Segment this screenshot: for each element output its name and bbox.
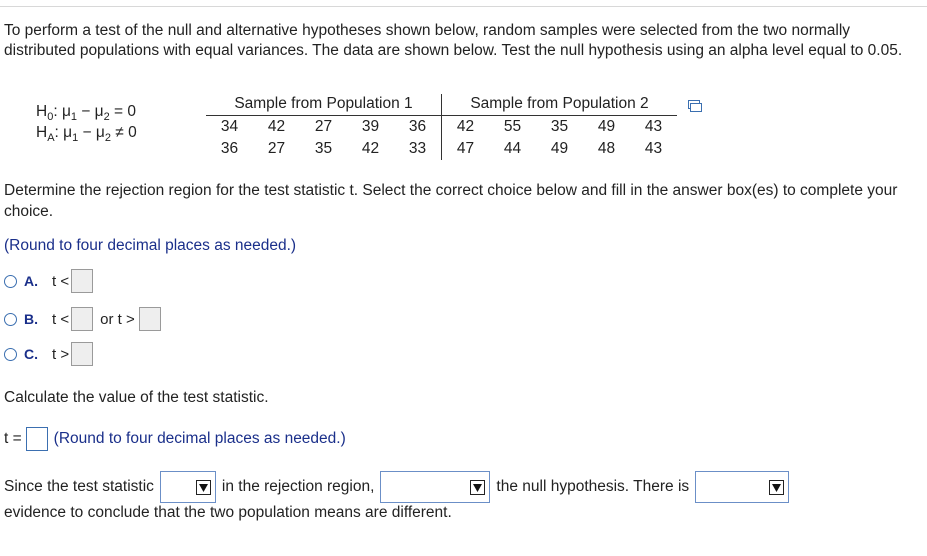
calculate-test-statistic-prompt: Calculate the value of the test statistic. (4, 389, 269, 406)
choice-b[interactable] (4, 306, 161, 332)
conclusion-text-3: the null hypothesis. There is (496, 478, 690, 495)
choice-a-answer-box[interactable] (71, 269, 93, 293)
table-cell: 49 (597, 118, 616, 135)
table-cell: 35 (550, 118, 569, 135)
null-hypothesis: $H_0$: $\mu_1 - \mu_2 = 0$ (36, 103, 137, 124)
choice-b-lower-box[interactable] (71, 307, 93, 331)
header-population-2: Sample from Population 2 (442, 94, 678, 116)
radio-c[interactable] (4, 348, 17, 361)
table-cell: 39 (361, 118, 380, 135)
choice-c[interactable] (4, 341, 93, 367)
problem-intro: To perform a test of the null and alternative hypotheses shown below, random samples were selected from the two normally distributed populations with equal variances. The data are shown below. Test the null hypothesis using an alpha level equal to 0.05. (4, 22, 903, 59)
dropdown-arrow-icon (470, 480, 485, 495)
table-cell: 36 (394, 116, 442, 139)
choice-b-label-2: or t > (100, 310, 135, 328)
table-cell: 55 (503, 118, 522, 135)
table-cell: 35 (314, 140, 333, 157)
copy-data-icon[interactable] (688, 100, 702, 112)
dropdown-arrow-icon (196, 480, 211, 495)
choice-b-label: t < (52, 310, 70, 328)
table-cell: 48 (597, 140, 616, 157)
choice-c-letter: C. (24, 346, 38, 362)
choice-b-upper-box[interactable] (139, 307, 161, 331)
rounding-instruction: (Round to four decimal places as needed.) (4, 237, 297, 254)
choice-b-letter: B. (24, 311, 38, 327)
evidence-dropdown[interactable] (695, 471, 789, 503)
table-cell: 43 (644, 140, 663, 157)
table-cell: 33 (394, 138, 442, 160)
is-in-dropdown[interactable] (160, 471, 216, 503)
top-divider (0, 6, 927, 7)
conclusion-text-1: Since the test statistic (4, 478, 154, 495)
rejection-region-question: Determine the rejection region for the test statistic t. Select the correct choice below and fill in the answer box(es) to complete your choice. (4, 182, 898, 220)
conclusion-sentence (4, 471, 795, 503)
table-cell: 47 (456, 140, 475, 157)
table-cell: 34 (220, 118, 239, 135)
table-cell: 27 (314, 118, 333, 135)
radio-a[interactable] (4, 275, 17, 288)
choice-c-answer-box[interactable] (71, 342, 93, 366)
sample-data-table (206, 94, 677, 160)
dropdown-arrow-icon (769, 480, 784, 495)
header-population-1: Sample from Population 1 (206, 94, 442, 116)
table-cell: 42 (267, 118, 286, 135)
table-cell: 36 (220, 140, 239, 157)
reject-decision-dropdown[interactable] (380, 471, 490, 503)
choice-a-label: t < (52, 272, 70, 290)
table-row (206, 138, 677, 160)
table-cell: 42 (456, 118, 475, 135)
test-statistic-row (4, 427, 346, 451)
alternative-hypothesis: $H_A$: $\mu_1 - \mu_2 \ne 0$ (36, 124, 137, 145)
table-cell: 43 (644, 118, 663, 135)
choice-a[interactable] (4, 268, 93, 294)
test-statistic-input[interactable] (26, 427, 48, 451)
choice-a-letter: A. (24, 273, 38, 289)
conclusion-text-4: evidence to conclude that the two population means are different. (4, 504, 452, 521)
table-row (206, 116, 677, 139)
table-cell: 49 (550, 140, 569, 157)
table-cell: 27 (267, 140, 286, 157)
table-cell: 44 (503, 140, 522, 157)
radio-b[interactable] (4, 313, 17, 326)
choice-c-label: t > (52, 345, 70, 363)
table-cell: 42 (361, 140, 380, 157)
conclusion-text-2: in the rejection region, (221, 478, 375, 495)
t-label: t = (4, 430, 22, 447)
rounding-instruction-2: (Round to four decimal places as needed.) (53, 430, 346, 447)
